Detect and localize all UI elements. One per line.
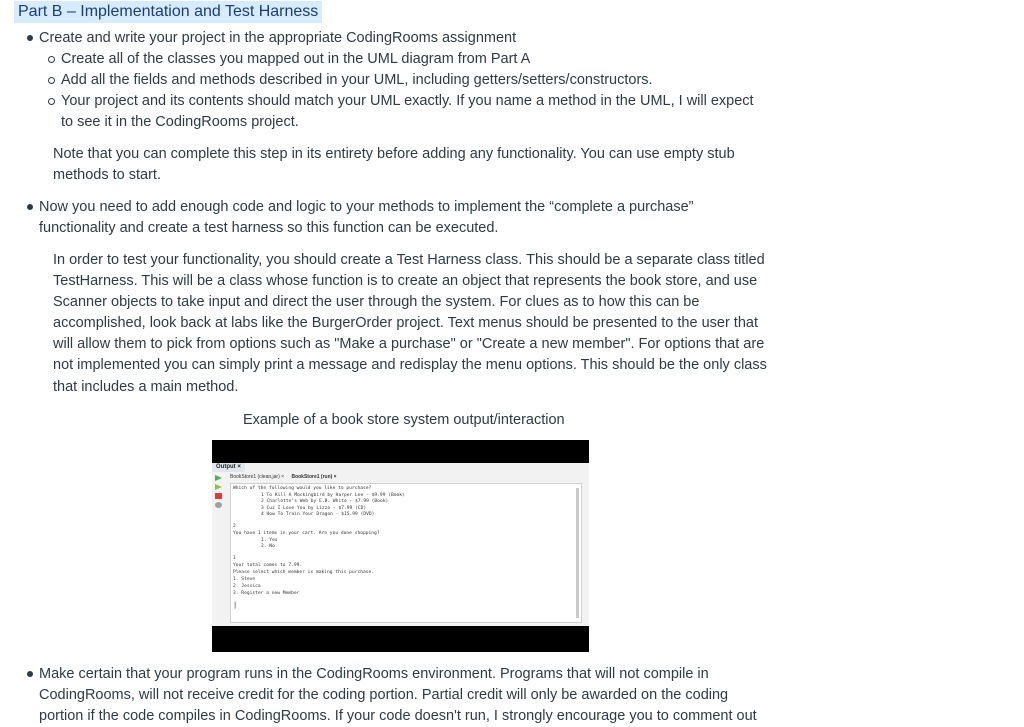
bullet-3-dot	[27, 671, 33, 677]
console-line: 3. Register a new Member	[233, 591, 300, 596]
settings-icon	[215, 502, 222, 508]
console-line: Please select which member is making this purchase.	[233, 570, 375, 575]
example-screenshot	[212, 440, 589, 652]
sub-bullet-1	[48, 56, 55, 63]
sub-bullet-3-text: Your project and its contents should match your UML exactly. If you name a method in the UML, I will expect	[61, 93, 754, 109]
sub-bullet-3	[48, 98, 55, 105]
note-line-2: methods to start.	[53, 167, 161, 183]
section-heading: Part B – Implementation and Test Harness	[14, 1, 322, 23]
para-line-2: TestHarness. This will be a class whose function is to create an object that represents the book store, and use	[53, 273, 758, 289]
console-line: 1	[233, 556, 236, 561]
console-line: 2 Charlotte's Web by E.B. White - $7.99 (Book)	[261, 499, 389, 504]
console-line: 2	[233, 524, 236, 529]
console-line: Your total comes to 7.99.	[233, 563, 303, 568]
bullet-2-dot	[27, 204, 33, 210]
subtab-clean-jar: BookStore1 (clean,jar) ×	[230, 474, 285, 480]
bullet-1-text: Create and write your project in the appropriate CodingRooms assignment	[39, 30, 517, 46]
sub-bullet-2-text: Add all the fields and methods described in your UML, including getters/setters/constructors.	[61, 72, 653, 88]
para-line-6: not implemented you can simply print a message and redisplay the menu options. This should be the only class	[53, 357, 767, 373]
bullet-3-line-2: CodingRooms, will not receive credit for the coding portion. Partial credit will only be awarded on the coding	[39, 687, 729, 703]
para-line-4: accomplished, look back at labs like the BurgerOrder project. Text menus should be presented to the user that	[53, 315, 758, 331]
para-line-7: that includes a main method.	[53, 379, 239, 395]
console-line: 3 Cuz I Love You by Lizzo - $7.99 (CD)	[261, 506, 367, 511]
console-line: You have 1 items in your cart. Are you done shopping?	[233, 531, 380, 536]
console-line: 1 To Kill A Mockingbird by Harper Lee - $9.99 (Book)	[261, 493, 405, 498]
bullet-2-line-2: functionality and create a test harness so this function can be executed.	[39, 220, 499, 236]
console-line: 2. Jessica	[233, 584, 261, 589]
bullet-3-line-3: portion if the code compiles in CodingRooms. If your code doesn't run, I strongly encourage you to comment out	[39, 708, 757, 724]
console-line: 1. Yes	[261, 538, 278, 543]
para-line-5: will allow them to pick from options such as "Make a purchase" or "Create a new member". For options that are	[53, 336, 765, 352]
console-cursor: |	[233, 601, 238, 609]
console-line: Which of the following would you like to purchase?	[233, 486, 372, 491]
console-line: 4 How To Train Your Dragon - $15.99 (DVD)	[261, 512, 375, 517]
run-tabs	[230, 474, 343, 480]
ide-output-panel	[212, 463, 589, 626]
console-scrollbar[interactable]	[576, 488, 579, 618]
sub-bullet-1-text: Create all of the classes you mapped out in the UML diagram from Part A	[61, 51, 531, 67]
bullet-2-line-1: Now you need to add enough code and logic to your methods to implement the “complete a purchase”	[39, 199, 694, 215]
sub-bullet-2	[48, 77, 55, 84]
console-toolbar	[215, 475, 225, 511]
para-line-1: In order to test your functionality, you should create a Test Harness class. This should be a separate class titled	[53, 252, 765, 268]
figure-caption: Example of a book store system output/interaction	[243, 412, 565, 428]
stop-icon	[215, 493, 222, 499]
sub-bullet-3-text-cont: to see it in the CodingRooms project.	[61, 114, 299, 130]
bullet-3-line-1: Make certain that your program runs in the CodingRooms environment. Programs that will not compile in	[39, 666, 709, 682]
console-output	[230, 483, 582, 623]
rerun-icon	[215, 484, 222, 490]
subtab-run: BookStore1 (run) ×	[291, 474, 337, 480]
console-line: 2. No	[261, 544, 275, 549]
console-line: 1. Steve	[233, 577, 256, 582]
note-line-1: Note that you can complete this step in its entirety before adding any functionality. You can use empty stub	[53, 146, 735, 162]
run-icon	[215, 475, 222, 481]
bullet-1-dot	[27, 35, 33, 41]
para-line-3: Scanner objects to take input and direct the user through the system. For clues as to how this can be	[53, 294, 700, 310]
output-tab: Output ×	[212, 463, 245, 472]
